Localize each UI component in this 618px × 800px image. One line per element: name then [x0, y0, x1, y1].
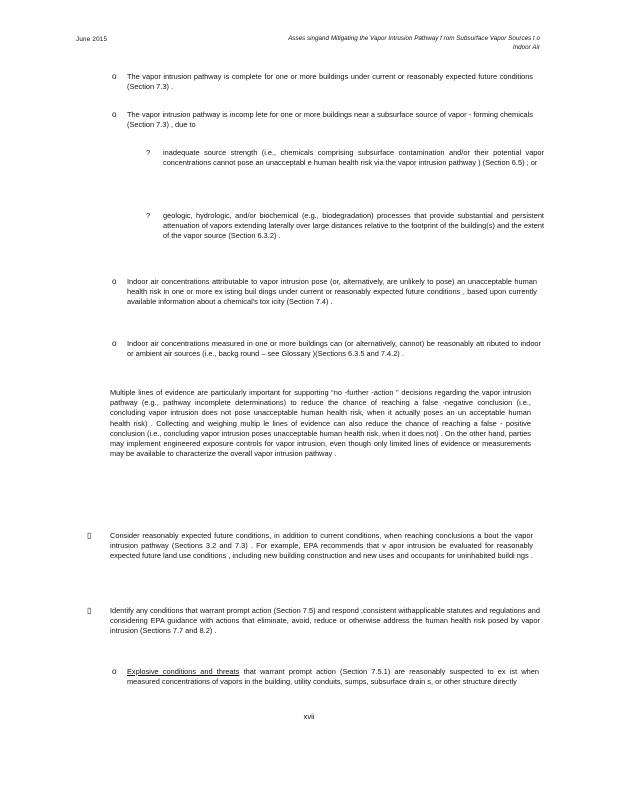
question-bullet-icon: ? [146, 211, 151, 220]
bullet-paragraph-indoor-air-risk: Indoor air concentrations attributable to vapor intrusion pose (or, alternatively, are unlikely to pose) an unacceptable human health risk in one or more ex isting buil dings under current or reasonably expected future conditions , based upon currently available information about a chemical's tox icity (Section 7.4) . [127, 277, 537, 307]
bullet-text-continuation: that warrant prompt action (Section 7.5.1) are reasonably suspected to ex ist when measured concentrations of vapors in the building, utility conduits, sumps, subsurface drain s, or other structure directly [127, 667, 539, 687]
hollow-bullet-icon: o [112, 110, 117, 119]
bullet-paragraph-incomplete: The vapor intrusion pathway is incomp lete for one or more buildings near a subsurface source of vapor - forming chemicals (Section 7.3) , due to [127, 110, 533, 130]
bullet-paragraph-complete: The vapor intrusion pathway is complete for one or more buildings under current or reasonably expected future conditions (Section 7.3) . [127, 72, 533, 92]
square-bullet-icon: ▯ [87, 606, 92, 615]
sub-bullet-attenuation: geologic, hydrologic, and/or biochemical (e.g., biodegradation) processes that provide substantial and persistent attenuation of vapors extending laterally over large distances relative to the footprint of the building(s) and the extent of the vapor source (Section 6.3.2) . [163, 211, 544, 241]
hollow-bullet-icon: o [112, 277, 117, 286]
hollow-bullet-icon: o [112, 667, 117, 676]
header-date: June 2015 [76, 36, 108, 43]
header-title: Asses singand Mitigating the Vapor Intrusion Pathway f rom Subsurface Vapor Sources t o Indoor Air [288, 35, 540, 51]
sub-bullet-inadequate-source: inadequate source strength (i.e., chemicals comprising subsurface contamination and/or their potential vapor concentrations cannot pose an unacceptabl e human health risk via the vapor intrusion pathway ) (Section 6.5) ; or [163, 148, 544, 168]
hollow-bullet-icon: o [112, 72, 117, 81]
bullet-paragraph-identify-conditions: Identify any conditions that warrant prompt action (Section 7.5) and respond ,consistent withapplicable statutes and regulations and considering EPA guidance with actions that eliminate, avoid, reduce or otherwise address the human health risk posed by vapor intrusion (Sections 7.7 and 8.2) . [110, 606, 540, 636]
question-bullet-icon: ? [146, 148, 151, 157]
page-number: xvii [303, 712, 315, 721]
paragraph-multiple-lines-of-evidence: Multiple lines of evidence are particularly important for supporting “no -further -action ” decisions regarding the vapor intrusion pathway (e.g., pathway incomplete determinations) to reduce the chance of reaching a false -negative conclusion (i.e., concluding vapor intrusion does not pose unacceptable human health risk, when it actually poses an un acceptable human health risk) . Collecting and weighing multip le lines of evidence can also reduce the chance of reaching a false - positive conclusion (i.e., concluding vapor intrusion poses unacceptable human health risk, when it does not) . On the other hand, parties may implement engineered exposure controls for vapor intrusion, even though only limited lines of evidence or measurements may be available to characterize the overall vapor intrusion pathway . [110, 388, 531, 459]
square-bullet-icon: ▯ [87, 531, 92, 540]
bullet-paragraph-consider-future: Consider reasonably expected future conditions, in addition to current conditions, when reaching conclusions a bout the vapor intrusion pathway (Sections 3.2 and 7.3) . For example, EPA recommends that v apor intrusion be evaluated for reasonably expected future land use conditions , including new building construction and new uses and occupants for uninhabited buildi ngs . [110, 531, 533, 561]
bullet-paragraph-background: Indoor air concentrations measured in one or more buildings can (or alternatively, cannot) be reasonably att ributed to indoor or ambient air sources (i.e., backg round – see Glossary )(Sections 6.3.5 and 7.4.2) . [127, 339, 541, 359]
underlined-term: Explosive conditions and threats [127, 667, 240, 676]
hollow-bullet-icon: o [112, 339, 117, 348]
bullet-paragraph-explosive-conditions [127, 667, 539, 687]
